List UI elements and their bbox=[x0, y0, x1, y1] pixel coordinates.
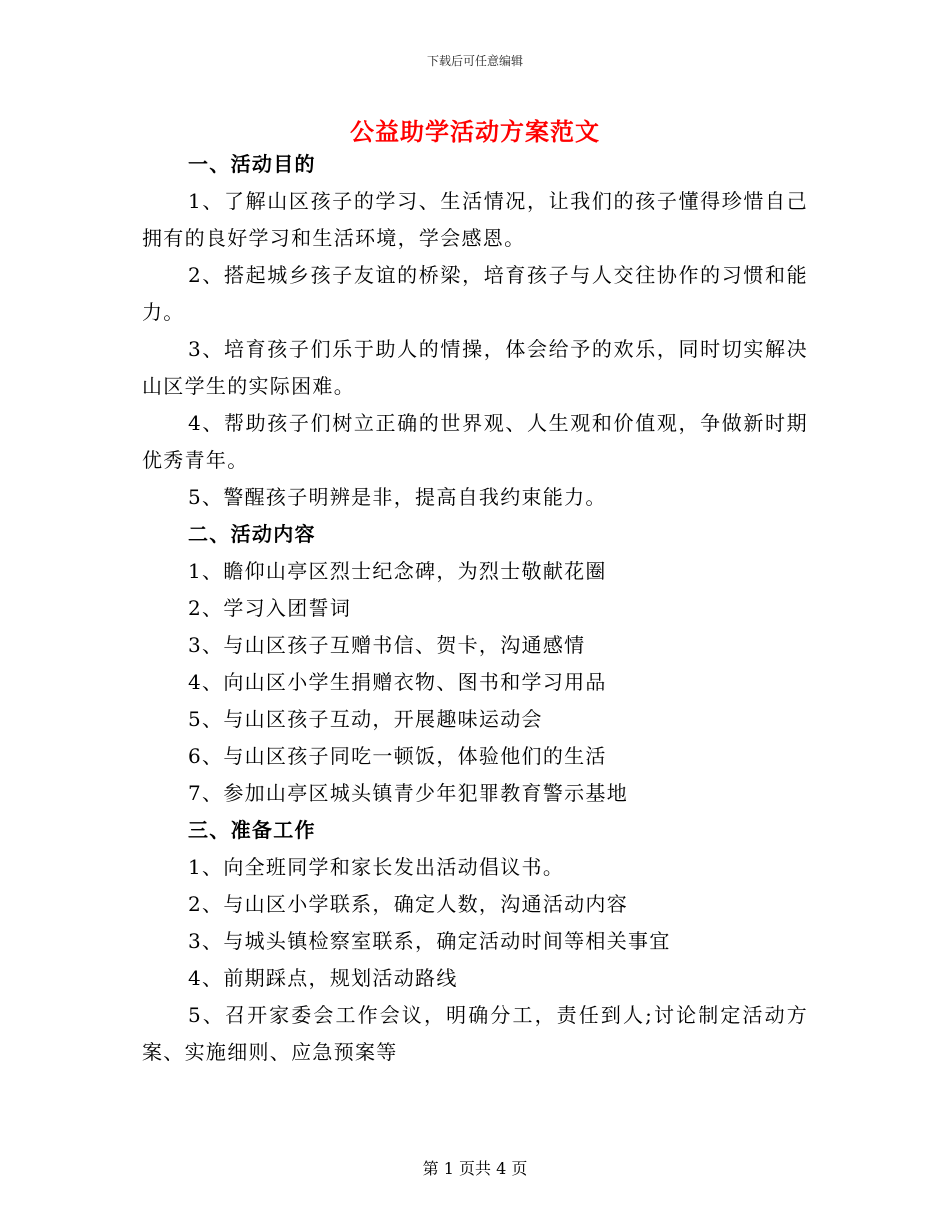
paragraph: 2、学习入团誓词 bbox=[188, 596, 352, 620]
paragraph: 3、与山区孩子互赠书信、贺卡，沟通感情 bbox=[188, 633, 586, 657]
paragraph: 2、与山区小学联系，确定人数，沟通活动内容 bbox=[188, 892, 629, 916]
header-note: 下载后可任意编辑 bbox=[426, 54, 523, 68]
paragraph: 5、召开家委会工作会议，明确分工，责任到人;讨论制定活动方案、实施细则、应急预案等 bbox=[142, 1003, 808, 1064]
paragraph: 4、前期踩点，规划活动路线 bbox=[188, 966, 458, 990]
section-heading-purpose: 一、活动目的 bbox=[188, 152, 316, 176]
page-footer: 第 1 页共 4 页 bbox=[422, 1159, 528, 1178]
paragraph: 5、警醒孩子明辨是非，提高自我约束能力。 bbox=[188, 485, 607, 509]
paragraph: 1、了解山区孩子的学习、生活情况，让我们的孩子懂得珍惜自己拥有的良好学习和生活环境，学会感恩。 bbox=[142, 189, 808, 250]
paragraph: 5、与山区孩子互动，开展趣味运动会 bbox=[188, 707, 543, 731]
paragraph: 7、参加山亭区城头镇青少年犯罪教育警示基地 bbox=[188, 781, 629, 805]
section-heading-preparation: 三、准备工作 bbox=[188, 818, 316, 842]
document-title: 公益助学活动方案范文 bbox=[350, 117, 600, 146]
section-heading-content: 二、活动内容 bbox=[188, 522, 316, 546]
paragraph: 4、向山区小学生捐赠衣物、图书和学习用品 bbox=[188, 670, 607, 694]
paragraph: 3、与城头镇检察室联系，确定活动时间等相关事宜 bbox=[188, 929, 671, 953]
paragraph: 1、瞻仰山亭区烈士纪念碑，为烈士敬献花圈 bbox=[188, 559, 607, 583]
paragraph: 6、与山区孩子同吃一顿饭，体验他们的生活 bbox=[188, 744, 607, 768]
paragraph: 1、向全班同学和家长发出活动倡议书。 bbox=[188, 855, 565, 879]
paragraph: 4、帮助孩子们树立正确的世界观、人生观和价值观，争做新时期优秀青年。 bbox=[142, 411, 808, 472]
document-body bbox=[142, 146, 808, 1071]
paragraph: 3、培育孩子们乐于助人的情操，体会给予的欢乐，同时切实解决山区学生的实际困难。 bbox=[142, 337, 808, 398]
paragraph: 2、搭起城乡孩子友谊的桥梁，培育孩子与人交往协作的习惯和能力。 bbox=[142, 263, 808, 324]
